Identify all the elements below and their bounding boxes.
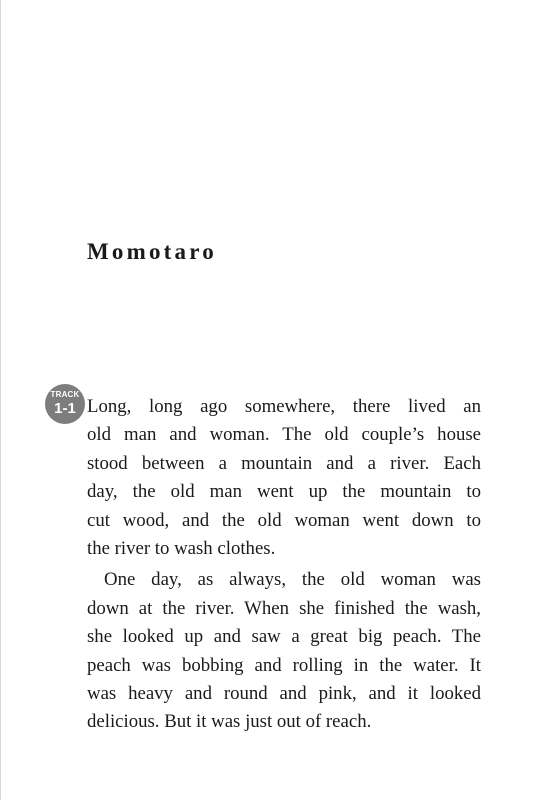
- text-line: down at the river. When she finished the wash,: [87, 597, 481, 619]
- story-title: Momotaro: [87, 239, 217, 264]
- text-line: day, the old man went up the mountain to: [87, 481, 481, 503]
- story-body: [87, 393, 481, 737]
- audio-track-badge: [45, 384, 85, 424]
- text-line: cut wood, and the old woman went down to: [87, 509, 481, 531]
- text-line: the river to wash clothes.: [87, 537, 276, 559]
- text-line: was heavy and round and pink, and it looked: [87, 682, 481, 704]
- text-line: she looked up and saw a great big peach. The: [87, 626, 481, 648]
- text-line: delicious. But it was just out of reach.: [87, 711, 372, 733]
- paragraph: [87, 566, 481, 736]
- text-line: One day, as always, the old woman was: [104, 569, 481, 591]
- text-line: peach was bobbing and rolling in the water. It: [87, 654, 481, 676]
- text-line: stood between a mountain and a river. Each: [87, 452, 481, 474]
- track-label: TRACK: [50, 390, 80, 399]
- paragraph: [87, 393, 481, 563]
- page-edge: [0, 0, 1, 800]
- text-line: old man and woman. The old couple’s house: [87, 424, 481, 446]
- track-number: 1-1: [54, 400, 76, 417]
- text-line: Long, long ago somewhere, there lived an: [87, 396, 481, 417]
